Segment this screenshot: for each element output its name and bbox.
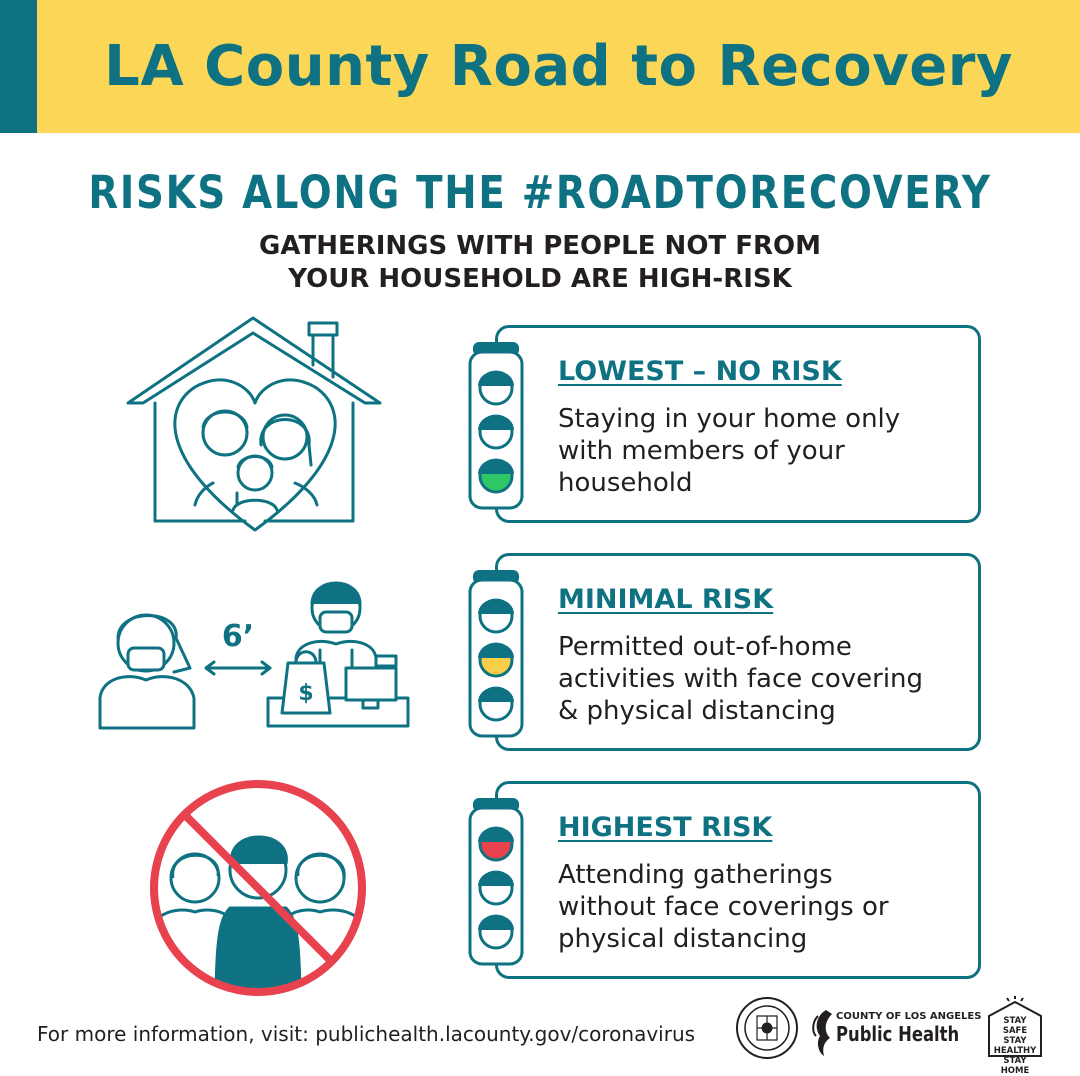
risk-card-description-line: activities with face covering (558, 664, 924, 694)
risk-card-title: MINIMAL RISK (558, 584, 774, 615)
risk-card-minimal (495, 553, 981, 751)
subheadline (0, 230, 1080, 296)
subheadline-line-2: YOUR HOUSEHOLD ARE HIGH-RISK (288, 264, 792, 294)
risk-card-description-line: Attending gatherings (558, 860, 833, 890)
stay-safe-badge-text (990, 1016, 1040, 1076)
risk-card-description-line: & physical distancing (558, 696, 836, 726)
distanced-shopping-icon (98, 568, 413, 733)
risk-card-description-line: Staying in your home only (558, 404, 901, 434)
traffic-light-icon (467, 342, 525, 512)
risk-card-description (558, 631, 923, 727)
family-in-house-icon (125, 315, 385, 537)
risk-card-description (558, 403, 900, 499)
badge-line: STAY HOME (1000, 1056, 1030, 1076)
risk-card-description-line: physical distancing (558, 924, 808, 954)
banner-accent-bar (0, 0, 37, 133)
badge-line: STAY SAFE (1002, 1016, 1028, 1036)
risk-card-title: LOWEST – NO RISK (558, 356, 842, 387)
footer-info-link: For more information, visit: publichealth.lacounty.gov/coronavirus (37, 1022, 696, 1046)
logo-public-health-text: Public Health (836, 1022, 960, 1046)
risk-card-description-line: household (558, 468, 693, 498)
county-seal-icon (735, 996, 799, 1060)
traffic-light-icon (467, 570, 525, 740)
traffic-light-icon (467, 798, 525, 968)
distance-label: 6’ (221, 619, 255, 654)
risk-card-description-line: without face coverings or (558, 892, 889, 922)
risk-card-description-line: with members of your (558, 436, 845, 466)
svg-text:$: $ (298, 681, 314, 706)
risk-card-description-line: Permitted out-of-home (558, 632, 852, 662)
badge-line: STAY HEALTHY (993, 1036, 1037, 1056)
risk-card-title: HIGHEST RISK (558, 812, 773, 843)
headline: RISKS ALONG THE #ROADTORECOVERY (88, 166, 992, 219)
risk-card-lowest (495, 325, 981, 523)
risk-card-highest (495, 781, 981, 979)
logo-county-text: COUNTY OF LOS ANGELES (836, 1011, 982, 1022)
page-title: LA County Road to Recovery (104, 34, 1013, 99)
header-banner (0, 0, 1080, 133)
no-gathering-icon (148, 778, 368, 998)
subheadline-line-1: GATHERINGS WITH PEOPLE NOT FROM (259, 231, 821, 261)
risk-card-description (558, 859, 889, 955)
public-health-logo-icon (812, 1008, 836, 1058)
